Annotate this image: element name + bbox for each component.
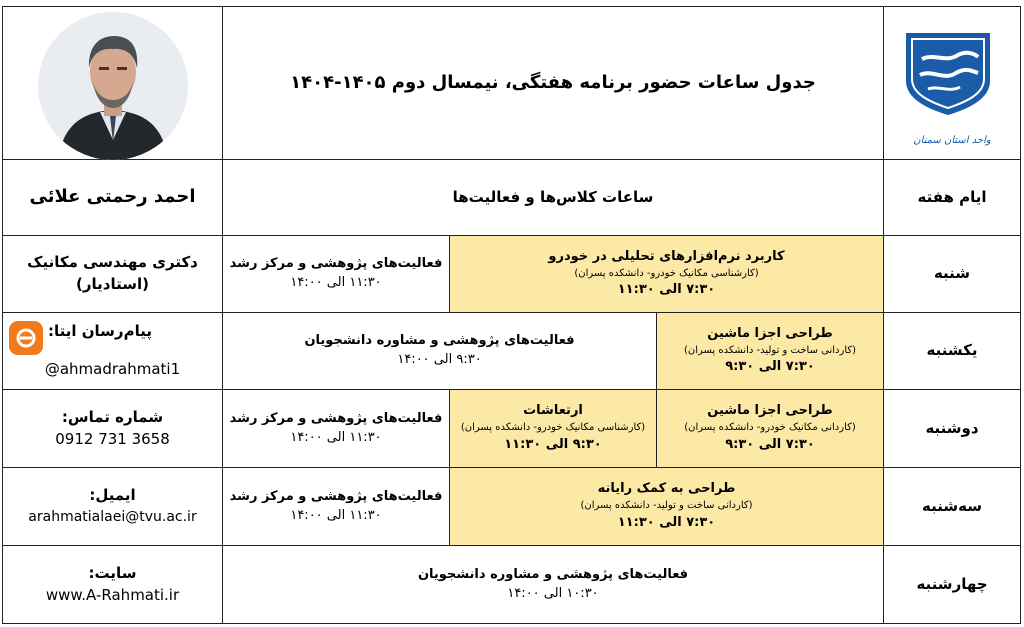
- day-monday: دوشنبه: [925, 418, 979, 437]
- mon-activity: فعالیت‌های پژوهشی و مرکز رشد ۱۱:۳۰ الی ۱۴:۰۰: [229, 410, 443, 445]
- name-cell: [3, 160, 222, 235]
- university-logo: [898, 23, 998, 123]
- website-link[interactable]: www.A-Rahmati.ir: [45, 585, 180, 604]
- avatar: [38, 12, 188, 160]
- day-tuesday: سه‌شنبه: [922, 496, 982, 515]
- day-saturday: شنبه: [933, 264, 971, 283]
- eitaa-id-cell: [3, 351, 222, 389]
- page-title-cell: [223, 7, 883, 159]
- email-cell: ایمیل: arahmatialaei@tvu.ac.ir: [3, 468, 222, 545]
- logo-subtitle: واحد استان سمنان: [913, 134, 991, 146]
- sat-class: کاربرد نرم‌افزارهای تحلیلی در خودرو (کارشناسی مکانیک خودرو- دانشکده پسران) ۷:۳۰ الی ۱۱:۳۰: [450, 236, 883, 312]
- eitaa-id: @ahmadrahmati1: [44, 360, 181, 379]
- sun-class: طراحی اجزا ماشین (کاردانی ساخت و تولید- دانشکده پسران) ۷:۳۰ الی ۹:۳۰: [657, 313, 883, 389]
- phone-cell: شماره تماس: 0912 731 3658: [3, 390, 222, 467]
- mon-class-1: طراحی اجزا ماشین (کاردانی مکانیک خودرو- دانشکده پسران) ۷:۳۰ الی ۹:۳۰: [657, 390, 883, 467]
- professor-name: احمد رحمتی علائی: [29, 186, 196, 208]
- tue-class: طراحی به کمک رایانه (کاردانی ساخت و تولید- دانشکده پسران) ۷:۳۰ الی ۱۱:۳۰: [450, 468, 883, 545]
- mon-class-2: ارتعاشات (کارشناسی مکانیک خودرو- دانشکده پسران) ۹:۳۰ الی ۱۱:۳۰: [450, 390, 656, 467]
- activities-header: ساعات کلاس‌ها و فعالیت‌ها: [452, 187, 654, 206]
- wed-activity: فعالیت‌های پژوهشی و مشاوره دانشجویان ۱۰:۳۰ الی ۱۴:۰۰: [417, 566, 689, 601]
- degree-cell: دکتری مهندسی مکانیک (استادیار): [27, 253, 198, 293]
- page-title: جدول ساعات حضور برنامه هفتگی، نیمسال دوم ۱۴۰۵-۱۴۰۴: [290, 71, 816, 93]
- phone-number: 0912 731 3658: [55, 429, 170, 448]
- sun-activity: فعالیت‌های پژوهشی و مشاوره دانشجویان ۹:۳۰ الی ۱۴:۰۰: [304, 333, 575, 367]
- day-sunday: یکشنبه: [926, 341, 978, 360]
- eitaa-icon: [9, 321, 43, 355]
- day-wednesday: چهارشنبه: [916, 574, 988, 593]
- sat-activity: فعالیت‌های پژوهشی و مرکز رشد ۱۱:۳۰ الی ۱۴:۰۰: [229, 256, 443, 290]
- person-photo-icon: [38, 12, 188, 160]
- eitaa-label-cell: پیام‌رسان ایتا:: [48, 322, 152, 341]
- site-cell: سایت: www.A-Rahmati.ir: [3, 546, 222, 623]
- email-address[interactable]: arahmatialaei@tvu.ac.ir: [28, 509, 197, 526]
- logo-subtitle-cell: [884, 128, 1020, 154]
- tue-activity: فعالیت‌های پژوهشی و مرکز رشد ۱۱:۳۰ الی ۱۴:۰۰: [229, 488, 443, 523]
- days-header: ایام هفته: [917, 187, 987, 206]
